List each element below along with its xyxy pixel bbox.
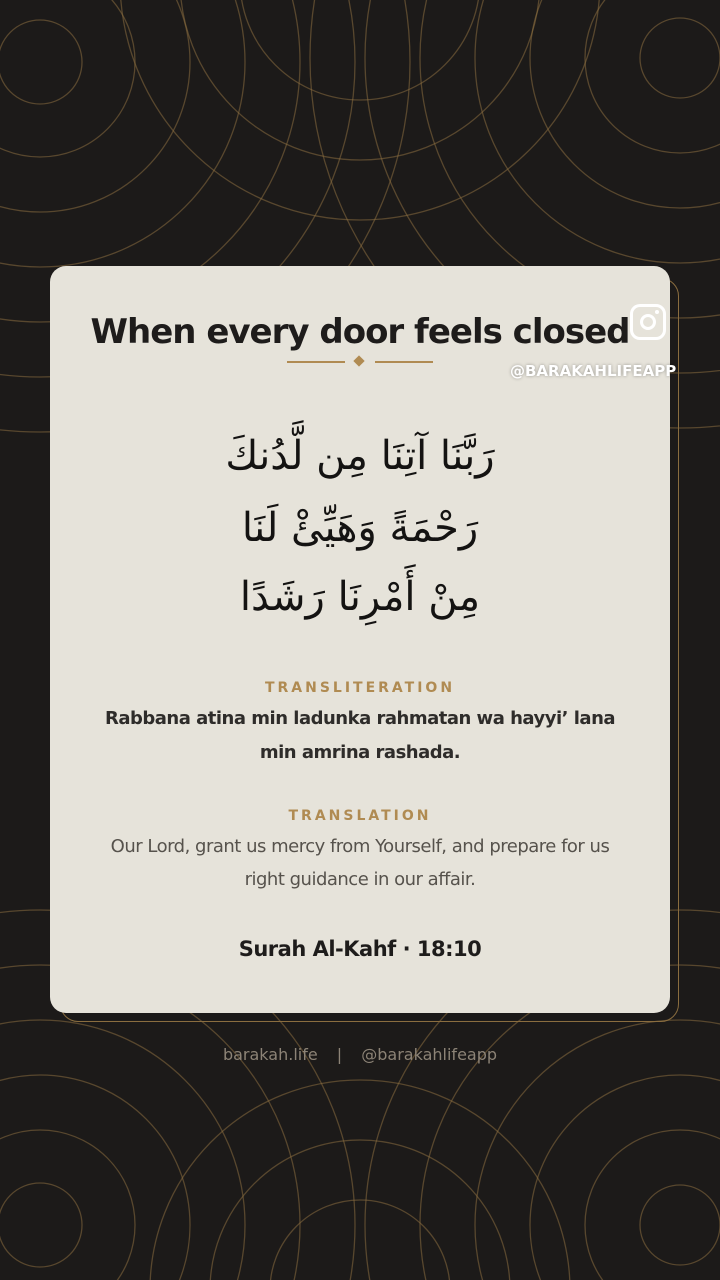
footer: [0, 1045, 720, 1064]
arabic-line-3: مِنْ أَمْرِنَا رَشَدًا: [239, 574, 481, 620]
surah-reference: Surah Al-Kahf · 18:10: [238, 937, 482, 961]
footer-website[interactable]: barakah.life: [222, 1045, 318, 1064]
instagram-dot: [655, 310, 659, 314]
instagram-icon[interactable]: [630, 304, 666, 340]
arabic-line-1: رَبَّنَا آتِنَا مِن لَّدُنكَ: [225, 433, 495, 479]
divider-line-right: [375, 361, 433, 363]
arabic-line-2: رَحْمَةً وَهَيِّئْ لَنَا: [241, 505, 479, 551]
transliteration-label: TRANSLITERATION: [264, 680, 456, 696]
diamond-icon: [353, 355, 364, 366]
transliteration-text: Rabbana atina min ladunka rahmatan wa hayyi’ lana min amrina rashada.: [104, 708, 616, 763]
footer-separator: |: [336, 1045, 343, 1064]
title-divider: [287, 355, 433, 369]
card-title: When every door feels closed: [90, 312, 630, 352]
translation-text: Our Lord, grant us mercy from Yourself, and prepare for us right guidance in our affair.: [110, 836, 610, 890]
translation-label: TRANSLATION: [288, 808, 432, 824]
instagram-lens: [640, 314, 656, 330]
divider-line-left: [287, 361, 345, 363]
footer-handle[interactable]: @barakahlifeapp: [361, 1045, 498, 1064]
instagram-handle[interactable]: @BARAKAHLIFEAPP: [510, 362, 677, 380]
